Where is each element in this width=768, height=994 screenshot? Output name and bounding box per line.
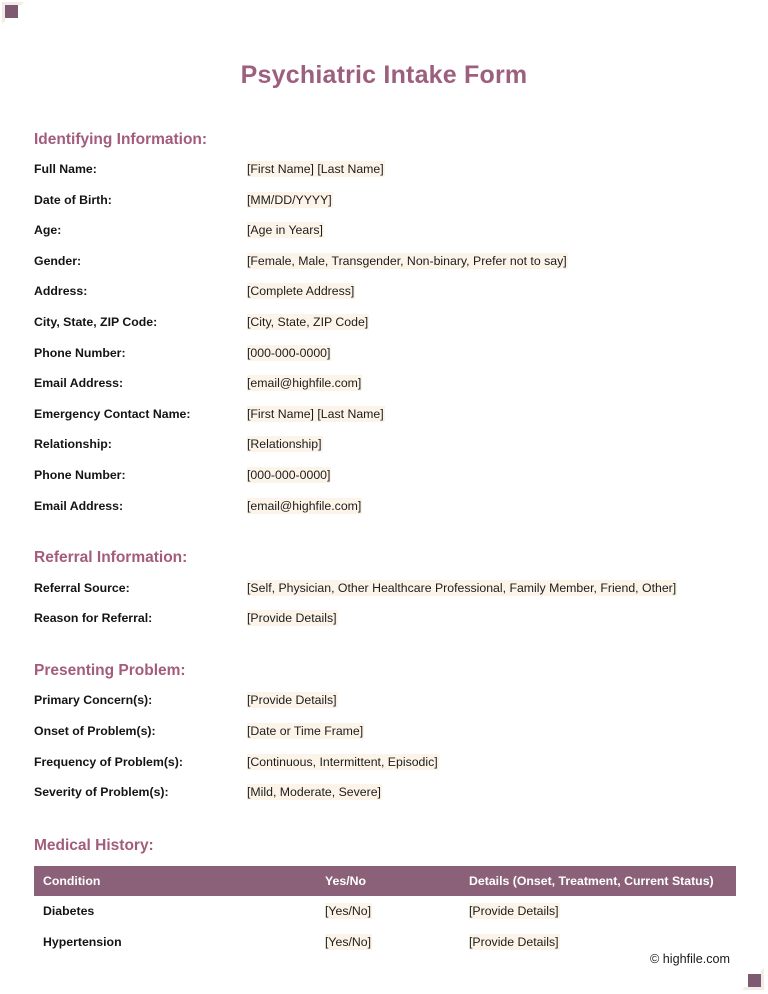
field-value[interactable]: [000-000-0000] xyxy=(247,467,331,482)
field-value[interactable]: [Continuous, Intermittent, Episodic] xyxy=(247,754,438,769)
table-column-header: Condition xyxy=(34,866,316,896)
field-row xyxy=(34,692,734,723)
field-value[interactable]: [First Name] [Last Name] xyxy=(247,162,384,176)
field-value[interactable]: [000-000-0000] xyxy=(247,345,331,360)
field-value[interactable]: [City, State, ZIP Code] xyxy=(247,314,369,329)
table-column-header: Yes/No xyxy=(316,866,460,896)
field-value[interactable]: [MM/DD/YYYY] xyxy=(247,192,332,207)
section-heading-presenting-problem: Presenting Problem: xyxy=(34,661,186,679)
table-cell-yesno[interactable] xyxy=(316,927,460,958)
field-value[interactable]: [Mild, Moderate, Severe] xyxy=(247,785,381,800)
field-row xyxy=(34,723,734,754)
table-cell-details[interactable] xyxy=(460,896,736,927)
field-row xyxy=(34,580,734,611)
table-cell-yesno[interactable] xyxy=(316,896,460,927)
field-label: Gender: xyxy=(34,253,82,268)
section-presenting-problem xyxy=(34,663,734,815)
field-row xyxy=(34,610,734,641)
field-label: Frequency of Problem(s): xyxy=(34,754,183,769)
field-label: Address: xyxy=(34,284,88,299)
field-value[interactable]: [Self, Physician, Other Healthcare Professional, Family Member, Friend, Other] xyxy=(247,580,677,595)
field-list-referral-information xyxy=(34,580,734,641)
field-value[interactable]: [Complete Address] xyxy=(247,284,355,299)
section-identifying-information xyxy=(34,132,734,529)
field-row xyxy=(34,161,734,192)
section-heading-identifying-information: Identifying Information: xyxy=(34,130,208,148)
field-label: Email Address: xyxy=(34,498,124,513)
field-list-presenting-problem xyxy=(34,692,734,814)
footer-copyright: © highfile.com xyxy=(650,952,730,966)
field-row xyxy=(34,406,734,437)
field-value[interactable]: [email@highfile.com] xyxy=(247,498,362,513)
section-heading-referral-information: Referral Information: xyxy=(34,549,188,567)
field-value[interactable]: [Date or Time Frame] xyxy=(247,723,364,738)
field-label: Referral Source: xyxy=(34,580,130,595)
table-cell-details-value: [Provide Details] xyxy=(469,935,559,950)
field-row xyxy=(34,754,734,785)
field-row xyxy=(34,222,734,253)
field-list-identifying-information xyxy=(34,161,734,528)
field-row xyxy=(34,498,734,529)
field-label: Primary Concern(s): xyxy=(34,693,153,708)
corner-marker-bottom-right xyxy=(742,968,764,990)
field-label: Phone Number: xyxy=(34,345,126,360)
field-label: Date of Birth: xyxy=(34,192,112,207)
field-value[interactable]: [Female, Male, Transgender, Non-binary, Prefer not to say] xyxy=(247,253,567,268)
field-label: Phone Number: xyxy=(34,467,126,482)
field-row xyxy=(34,467,734,498)
field-value[interactable]: [First Name] [Last Name] xyxy=(247,406,384,421)
corner-square-icon xyxy=(748,974,761,987)
field-value[interactable]: [Age in Years] xyxy=(247,223,323,238)
field-value[interactable]: [Relationship] xyxy=(247,437,322,452)
field-row xyxy=(34,283,734,314)
field-label: Onset of Problem(s): xyxy=(34,723,156,738)
medical-history-table xyxy=(34,866,736,957)
field-value[interactable]: [email@highfile.com] xyxy=(247,376,362,391)
field-row xyxy=(34,314,734,345)
table-row xyxy=(34,927,736,958)
medical-history-table-head xyxy=(34,866,736,896)
field-row xyxy=(34,375,734,406)
field-label: Emergency Contact Name: xyxy=(34,406,191,421)
field-row xyxy=(34,345,734,376)
table-header-row xyxy=(34,866,736,896)
table-cell-yesno-value: [Yes/No] xyxy=(325,904,372,919)
field-label: Reason for Referral: xyxy=(34,611,153,626)
table-row xyxy=(34,896,736,927)
field-row xyxy=(34,436,734,467)
field-label: City, State, ZIP Code: xyxy=(34,314,158,329)
table-cell-details-value: [Provide Details] xyxy=(469,904,559,919)
field-value[interactable]: [Provide Details] xyxy=(247,611,337,626)
field-label: Age: xyxy=(34,223,62,238)
field-row xyxy=(34,784,734,815)
field-value[interactable]: [Provide Details] xyxy=(247,693,337,708)
field-label: Severity of Problem(s): xyxy=(34,785,169,800)
table-cell-condition: Hypertension xyxy=(34,927,316,958)
section-heading-medical-history: Medical History: xyxy=(34,836,154,854)
field-label: Relationship: xyxy=(34,437,112,452)
section-referral-information xyxy=(34,550,734,641)
section-medical-history xyxy=(34,838,734,958)
table-column-header: Details (Onset, Treatment, Current Status) xyxy=(460,866,736,896)
page-title: Psychiatric Intake Form xyxy=(240,61,528,89)
field-row xyxy=(34,192,734,223)
medical-history-table-body xyxy=(34,896,736,957)
table-cell-condition: Diabetes xyxy=(34,896,316,927)
table-cell-yesno-value: [Yes/No] xyxy=(325,935,372,950)
field-label: Email Address: xyxy=(34,376,124,391)
field-label: Full Name: xyxy=(34,162,97,176)
field-row xyxy=(34,253,734,284)
